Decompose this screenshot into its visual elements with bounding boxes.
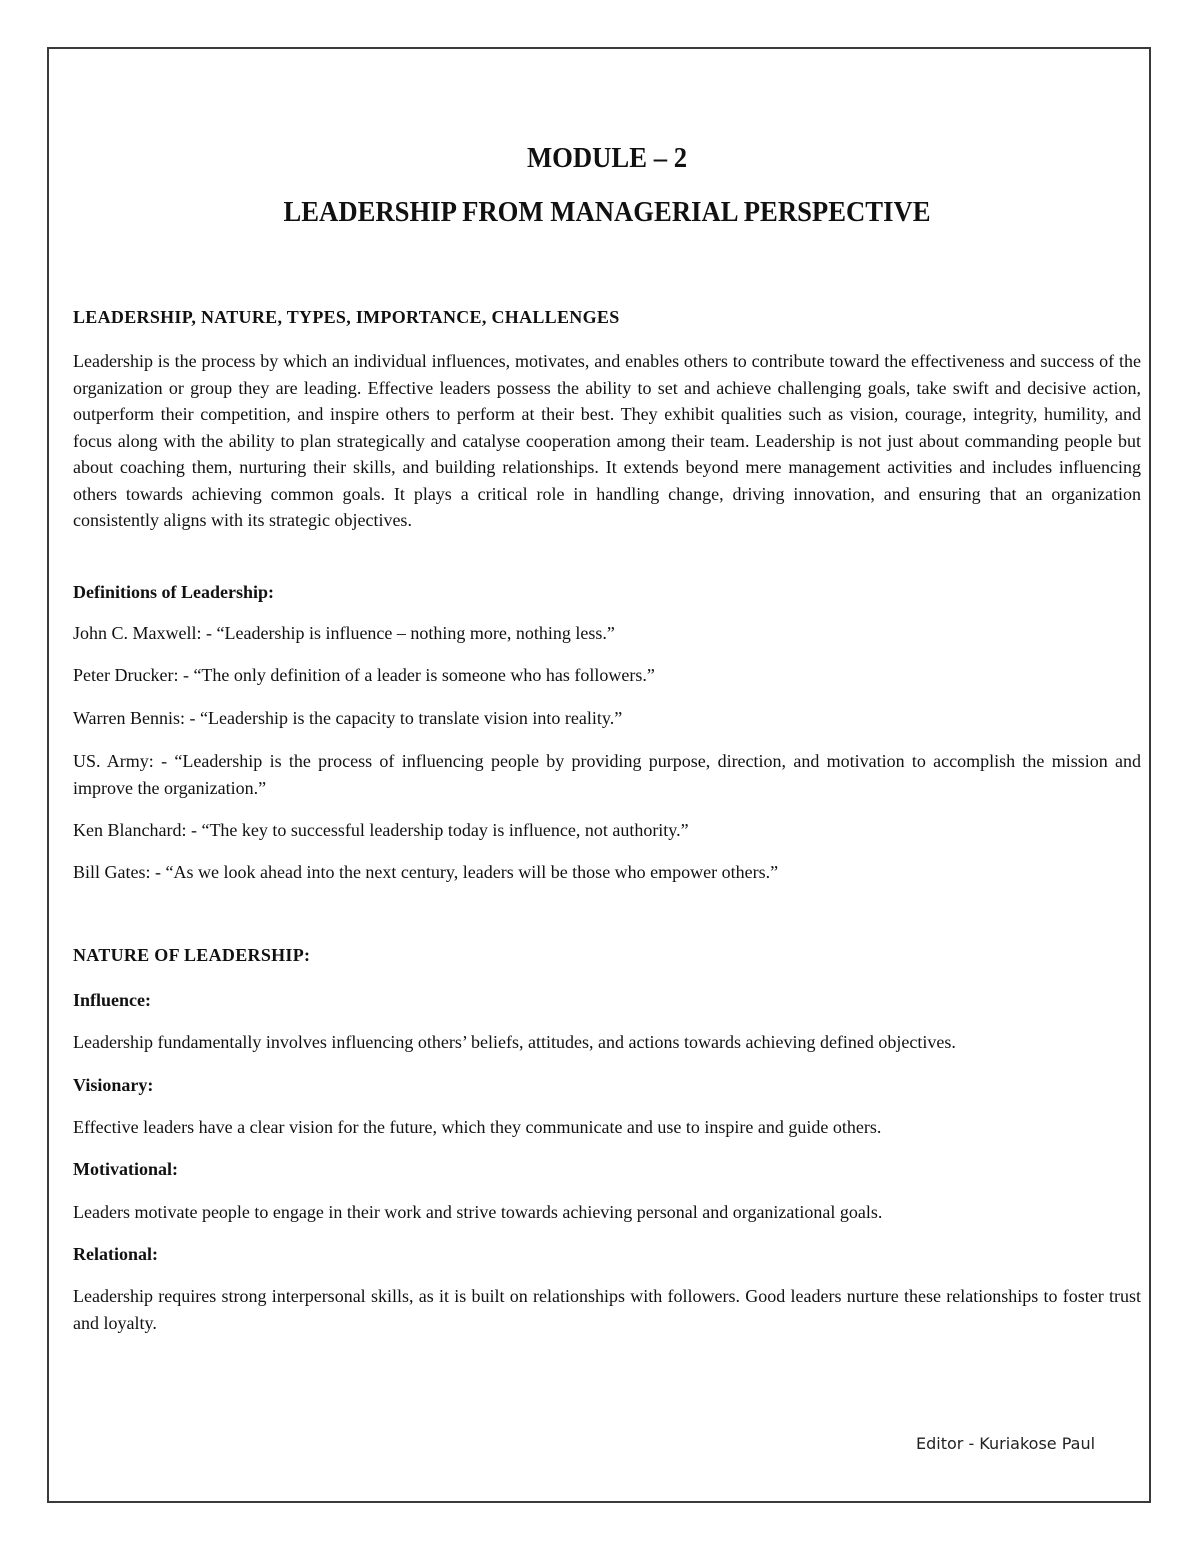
nature-item-title: Influence:	[73, 990, 151, 1010]
nature-item-title: Relational:	[73, 1244, 158, 1264]
definition-item: Bill Gates: - “As we look ahead into the next century, leaders will be those who empower others.”	[73, 862, 779, 882]
nature-item-title: Motivational:	[73, 1159, 178, 1179]
definition-item: Ken Blanchard: - “The key to successful leadership today is influence, not authority.”	[73, 820, 689, 840]
editor-credit: Editor - Kuriakose Paul	[916, 1434, 1096, 1453]
nature-heading: NATURE OF LEADERSHIP:	[73, 945, 311, 965]
intro-paragraph: Leadership is the process by which an individual influences, motivates, and enables others to contribute toward the effectiveness and success of the organization or group they are leading. Effective leaders possess the ability to set and achieve challenging goals, take swift and decisive action, outperform their competition, and inspire others to perform at their best. They exhibit qualities such as vision, courage, integrity, humility, and focus along with the ability to plan strategically and catalyse cooperation among their team. Leadership is not just about commanding people but about coaching them, nurturing their skills, and building relationships. It extends beyond mere management activities and includes influencing others towards achieving common goals. It plays a critical role in handling change, driving innovation, and ensuring that an organization consistently aligns with its strategic objectives.	[73, 351, 1141, 530]
nature-item-text: Leadership fundamentally involves influencing others’ beliefs, attitudes, and actions towards achieving defined objectives.	[73, 1032, 956, 1052]
nature-item-title: Visionary:	[73, 1075, 154, 1095]
module-title: MODULE – 2	[526, 142, 688, 174]
definition-item: Peter Drucker: - “The only definition of a leader is someone who has followers.”	[73, 665, 655, 685]
page-title: LEADERSHIP FROM MANAGERIAL PERSPECTIVE	[283, 196, 931, 228]
nature-item-text: Effective leaders have a clear vision for the future, which they communicate and use to inspire and guide others.	[73, 1117, 882, 1137]
definitions-heading: Definitions of Leadership:	[73, 582, 275, 602]
nature-item-text: Leadership requires strong interpersonal skills, as it is built on relationships with followers. Good leaders nurture these relationships to foster trust and loyalty.	[73, 1286, 1141, 1333]
definition-item: John C. Maxwell: - “Leadership is influence – nothing more, nothing less.”	[73, 623, 615, 643]
definition-item: Warren Bennis: - “Leadership is the capacity to translate vision into reality.”	[73, 708, 623, 728]
definition-item: US. Army: - “Leadership is the process of influencing people by providing purpose, direction, and motivation to accomplish the mission and improve the organization.”	[73, 751, 1141, 798]
section-heading: LEADERSHIP, NATURE, TYPES, IMPORTANCE, CHALLENGES	[73, 307, 620, 327]
nature-item-text: Leaders motivate people to engage in their work and strive towards achieving personal and organizational goals.	[73, 1202, 883, 1222]
